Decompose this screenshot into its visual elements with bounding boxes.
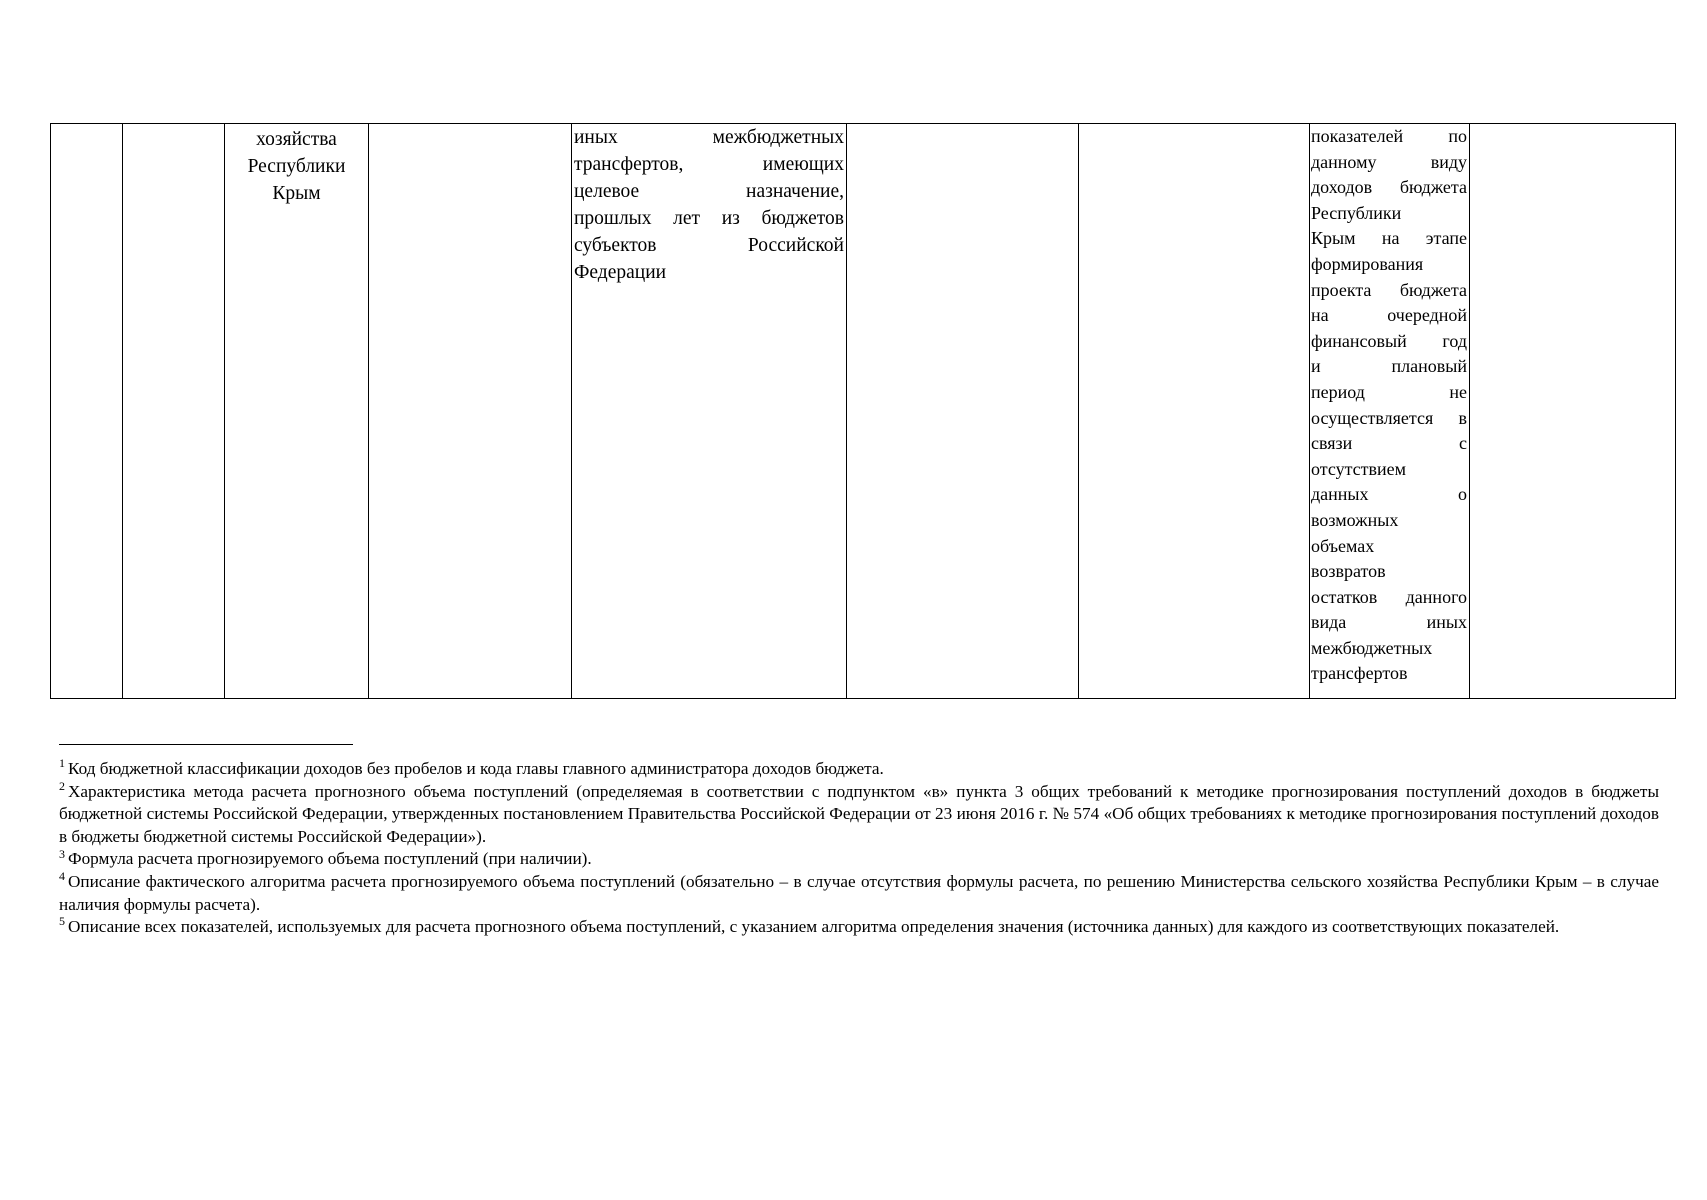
cell-line: Республики	[1311, 202, 1402, 223]
cell-line: возвратов	[1311, 561, 1386, 582]
cell-line: целевое назначение,	[574, 181, 844, 202]
cell-line: объемах	[1311, 535, 1375, 556]
cell-line: прошлых лет из бюджетов	[574, 208, 844, 229]
footnote-mark: 5	[59, 914, 65, 929]
cell-line: трансфертов	[1311, 663, 1408, 684]
cell-line: возможных	[1311, 509, 1399, 530]
cell-line: формирования	[1311, 253, 1424, 274]
table-cell-2	[123, 124, 225, 699]
table-cell-ministry	[225, 124, 369, 699]
footnote-text: Характеристика метода расчета прогнозного объема поступлений (определяемая в соответствии с подпунктом «в» пункта 3 общих требований к методике прогнозирования поступлений доходов в бюджеты бюджетной системы Российской Федерации, утвержденных постановлением Правительства Российской Федерации от 23 июня 2016 г. № 574 «Об общих требованиях к методике прогнозирования поступлений доходов в бюджеты бюджетной системы Российской Федерации»).	[59, 781, 1659, 846]
cell-line: финансовый год	[1311, 330, 1467, 351]
cell-line: Крым	[272, 183, 321, 204]
continuation-table	[50, 123, 1676, 699]
cell-line: Федерации	[574, 262, 667, 283]
cell-line: данному виду	[1311, 151, 1467, 172]
cell-line: хозяйства	[256, 129, 337, 150]
footnotes	[59, 758, 1659, 939]
footnote-mark: 2	[59, 778, 65, 793]
cell-line: трансфертов, имеющих	[574, 154, 844, 175]
cell-line: и плановый	[1311, 356, 1467, 377]
cell-line: межбюджетных	[1311, 637, 1433, 658]
cell-line: на очередной	[1311, 305, 1467, 326]
cell-line: остатков данного	[1311, 586, 1467, 607]
cell-line: вида иных	[1311, 612, 1467, 633]
footnote-mark: 4	[59, 869, 65, 884]
cell-line: показателей по	[1311, 126, 1467, 146]
cell-line: доходов бюджета	[1311, 177, 1467, 198]
footnote-2	[59, 778, 1659, 849]
cell-line: проекта бюджета	[1311, 279, 1467, 300]
table-cell-6	[847, 124, 1079, 699]
cell-line: отсутствием	[1311, 458, 1407, 479]
footnote-text: Код бюджетной классификации доходов без пробелов и кода главы главного администратора доходов бюджета.	[68, 759, 884, 778]
footnote-text: Описание фактического алгоритма расчета прогнозируемого объема поступлений (обязательно – в случае отсутствия формулы расчета, по решению Министерства сельского хозяйства Республики Крым – в случае наличия формулы расчета).	[59, 871, 1659, 914]
cell-line: осуществляется в	[1311, 407, 1467, 428]
cell-line: Крым на этапе	[1311, 228, 1467, 249]
footnote-1	[59, 758, 1659, 781]
cell-line: данных о	[1311, 484, 1467, 505]
table-cell-9	[1470, 124, 1676, 699]
footnote-text: Описание всех показателей, используемых для расчета прогнозного объема поступлений, с указанием алгоритма определения значения (источника данных) для каждого из соответствующих показателей.	[68, 917, 1560, 937]
table-cell-1	[51, 124, 123, 699]
footnote-text: Формула расчета прогнозируемого объема поступлений (при наличии).	[68, 849, 592, 869]
table-row	[51, 124, 1676, 699]
footnote-4	[59, 871, 1659, 916]
table-cell-4	[369, 124, 572, 699]
cell-line: период не	[1311, 381, 1467, 402]
footnote-separator	[59, 744, 353, 745]
cell-line: иных межбюджетных	[574, 127, 844, 148]
footnote-3	[59, 848, 1659, 871]
footnote-mark: 3	[59, 846, 65, 861]
table-cell-income-name	[572, 124, 847, 699]
cell-line: Республики	[247, 156, 346, 177]
footnote-mark: 1	[59, 756, 65, 771]
footnote-5	[59, 916, 1659, 939]
table-cell-7	[1079, 124, 1310, 699]
table-cell-indicators-note	[1310, 124, 1470, 699]
cell-line: субъектов Российской	[574, 235, 844, 256]
cell-line: связи с	[1311, 433, 1467, 454]
